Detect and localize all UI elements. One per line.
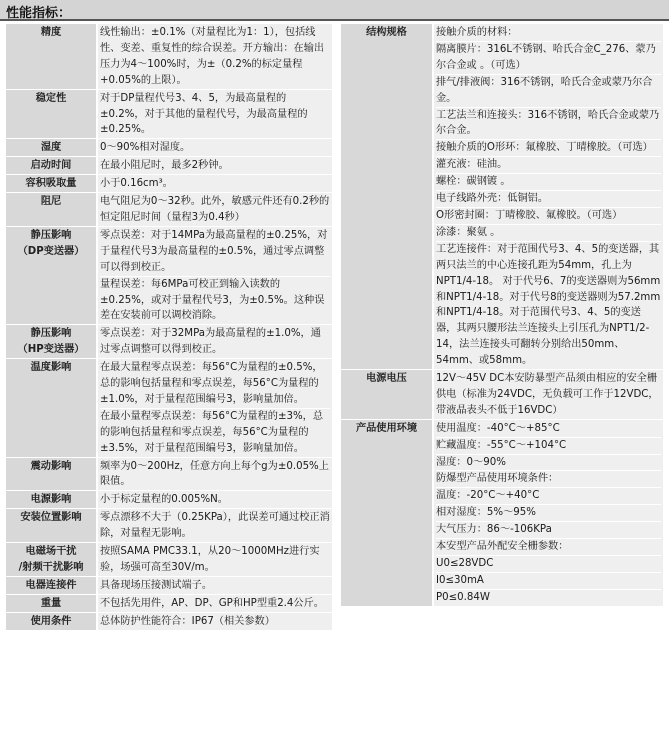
spec-label-line: （DP变送器） (17, 245, 85, 257)
spec-label (6, 325, 97, 359)
spec-label-line: 容积吸取量 (25, 178, 77, 190)
spec-value-line: 贮藏温度：-55°C～+104°C (436, 438, 661, 455)
spec-value-line: 小于标定量程的0.005%N。 (100, 494, 228, 506)
spec-value-line: 按照SAMA PMC33.1，从20～1000MHz进行实验，场强可高至30V/m。 (100, 546, 320, 573)
spec-value-line: 量程误差：每6MPa可校正到输入读数的±0.25%，或对于量程代号3，为±0.5%。这种误差在安装前可以调校消除。 (100, 278, 325, 322)
spec-label (6, 175, 97, 193)
spec-value-line: 在最小量程零点误差：每56°C为量程的±3%，总的影响包括量程和零点误差，每56°C为量程的±3.5%，对于量程范围编号3，影响量加倍。 (100, 410, 324, 454)
spec-row (6, 157, 332, 175)
spec-label (341, 419, 433, 606)
spec-value-line: 温度：-20°C～+40°C (436, 488, 661, 505)
spec-value-line: 0～90%相对湿度。 (100, 142, 191, 154)
spec-label (6, 157, 97, 175)
spec-value-line: 在最小阻尼时，最多2秒钟。 (100, 160, 229, 172)
section-header (0, 0, 669, 21)
spec-value (97, 509, 332, 543)
spec-value-line: 12V～45V DC本安防暴型产品须由相应的安全栅供电（标准为24VDC，无负载可工作于12VDC，带液晶表头不低于16VDC） (436, 373, 659, 416)
spec-label-line: 精度 (40, 27, 62, 38)
spec-value (97, 24, 332, 89)
spec-label-line: 电磁场干扰 (25, 546, 77, 558)
spec-row (6, 359, 332, 457)
spec-label-line: 产品使用环境 (355, 422, 418, 434)
spec-label (6, 24, 97, 89)
spec-value-line: 灌充液：硅油。 (436, 157, 661, 174)
spec-value (97, 193, 332, 227)
spec-value-line: 涂漆：聚氨 。 (436, 225, 661, 242)
spec-row (6, 509, 332, 543)
spec-row (6, 457, 332, 491)
spec-value-line: 电子线路外壳：低铜铝。 (436, 191, 661, 208)
spec-label-line: 安装位置影响 (20, 512, 82, 524)
spec-label-line: 启动时间 (30, 160, 72, 172)
spec-value-line: P0≤0.84W (436, 591, 490, 603)
spec-value-line: 工艺连接件：对于范围代号3、4、5的变送器，其两只法兰的中心连接孔距为54mm，孔上为NPT1/4-18。 对于代号6、7的变送器则为56mm和NPT1/4-18。对于代号8的变送器则为57.2mm和NPT1/4-18。对于范围代号3、4、5的变送器，其两只腰形法兰连接头上引压孔为NPT1/2-14，法兰连接头可翻转分别给出50mm、54mm、或58mm。 (436, 243, 661, 367)
spec-row (6, 576, 332, 594)
spec-row (6, 175, 332, 193)
spec-table-left (6, 24, 332, 631)
spec-value (97, 359, 332, 457)
spec-label-line: （HP变送器） (17, 344, 85, 356)
spec-value-line: 排气/排液阀：316不锈钢，哈氏合金或蒙乃尔合金。 (436, 75, 661, 108)
spec-value-line: U0≤28VDC (436, 556, 661, 573)
spec-value (97, 325, 332, 359)
spec-label-line: 结构规格 (366, 27, 407, 38)
spec-value (433, 24, 663, 370)
spec-value-line: 频率为0～200Hz，任意方向上每个g为±0.05%上限值。 (100, 460, 329, 488)
spec-value (97, 612, 332, 630)
spec-value-line: O形密封圈：丁晴橡胶、氟橡胶。（可选） (436, 208, 661, 225)
spec-label (6, 226, 97, 324)
spec-row (341, 419, 663, 606)
spec-value (433, 370, 663, 420)
spec-label (6, 576, 97, 594)
spec-label-line: 重量 (40, 597, 62, 609)
spec-value-line: 电气阻尼为0～32秒。此外，敏感元件还有0.2秒的恒定阻尼时间（量程3为0.4秒） (100, 196, 330, 223)
spec-row (6, 612, 332, 630)
spec-label (6, 509, 97, 543)
spec-row (6, 226, 332, 324)
spec-value-line: 本安型产品外配安全栅参数： (436, 539, 661, 556)
spec-value-line: 小于0.16cm³。 (100, 178, 173, 190)
spec-value-line: 大气压力：86～-106KPa (436, 522, 661, 539)
spec-row (341, 370, 663, 420)
spec-value (97, 543, 332, 577)
spec-row (6, 193, 332, 227)
spec-value-line: 零点误差：对于32MPa为最高量程的±1.0%，通过零点调整可以得到校正。 (100, 328, 321, 356)
spec-row (6, 24, 332, 89)
spec-label (6, 457, 97, 491)
spec-label-line: 电源电压 (366, 373, 407, 385)
spec-label (6, 193, 97, 227)
spec-label (6, 543, 97, 577)
spec-value-line: 总体防护性能符合：IP67（相关参数） (100, 615, 275, 627)
spec-row (6, 325, 332, 359)
spec-value-line: 不包括先用件，AP、DP、GP和HP型重2.4公斤。 (100, 597, 324, 609)
spec-value-line: 湿度：0～90% (436, 455, 661, 472)
spec-row (6, 543, 332, 577)
spec-value-line: 接触介质的O形环：氟橡胶、丁晴橡胶。（可选） (436, 140, 661, 157)
spec-label (341, 370, 433, 420)
spec-label (6, 594, 97, 612)
spec-value (97, 139, 332, 157)
spec-table-right (341, 24, 663, 607)
spec-value-line: 隔离膜片：316L不锈钢、哈氏合金C_276、蒙乃尔合金或 。（可选） (436, 42, 661, 75)
spec-value-line: 线性输出：±0.1%（对量程比为1：1），包括线性、变差、重复性的综合误差。开方输出：在输出压力为4～100%时，为±（0.2%的标定量程+0.05%的上限）。 (100, 27, 325, 86)
spec-label-line: 静压影响 (30, 328, 72, 340)
spec-value-line: 相对湿度：5%～95% (436, 505, 661, 522)
spec-label-line: /射频干扰影响 (18, 562, 84, 573)
spec-value-line: 对于DP量程代号3、4、5，为最高量程的±0.2%，对于其他的量程代号，为最高量程的±0.25%。 (100, 92, 308, 136)
spec-row (6, 139, 332, 157)
spec-label (341, 24, 433, 370)
section-title: 性能指标： (6, 6, 72, 21)
spec-value (97, 491, 332, 509)
spec-label-line: 阻尼 (40, 196, 62, 208)
spec-label-line: 温度影响 (30, 362, 72, 374)
spec-row (6, 89, 332, 139)
spec-value-line: 零点误差：对于14MPa为最高量程的±0.25%，对于量程代号3为最高量程的±0.5%，通过零点调整可以得到校正。 (100, 228, 330, 277)
spec-label-line: 稳定性 (35, 92, 67, 104)
spec-value (97, 457, 332, 491)
spec-value-line: 零点漂移不大于（0.25KPa），此误差可通过校正消除，对量程无影响。 (100, 512, 330, 540)
spec-label-line: 使用条件 (30, 615, 72, 627)
spec-label-line: 电源影响 (30, 494, 72, 506)
spec-value-line: 接触介质的材料： (436, 25, 661, 42)
spec-value (97, 576, 332, 594)
spec-value (97, 89, 332, 139)
spec-value (97, 226, 332, 324)
spec-label-line: 湿度 (40, 142, 62, 154)
spec-value-line: 具备现场压接测试端子。 (100, 579, 213, 591)
spec-label (6, 359, 97, 457)
spec-row (6, 491, 332, 509)
spec-row (6, 594, 332, 612)
spec-value-line: 防爆型产品使用环境条件： (436, 471, 661, 488)
spec-label-line: 电器连接件 (25, 579, 77, 591)
spec-value (97, 594, 332, 612)
spec-value-line: 使用温度：-40°C～+85°C (436, 421, 661, 438)
spec-label (6, 491, 97, 509)
spec-value (97, 157, 332, 175)
spec-value-line: 工艺法兰和连接头：316不锈钢，哈氏合金或蒙乃尔合金。 (436, 108, 661, 141)
spec-label (6, 89, 97, 139)
spec-label (6, 612, 97, 630)
spec-label (6, 139, 97, 157)
spec-value-line: 螺栓：碳钢镀 。 (436, 174, 661, 191)
spec-value-line: I0≤30mA (436, 573, 661, 590)
spec-value-line: 在最大量程零点误差：每56°C为量程的±0.5%，总的影响包括量程和零点误差，每56°C为量程的±1.0%，对于量程范围编号3，影响量加倍。 (100, 360, 330, 409)
spec-label-line: 静压影响 (30, 229, 72, 241)
spec-value (97, 175, 332, 193)
spec-value (433, 419, 663, 606)
spec-label-line: 震动影响 (30, 460, 72, 472)
spec-row (341, 24, 663, 370)
